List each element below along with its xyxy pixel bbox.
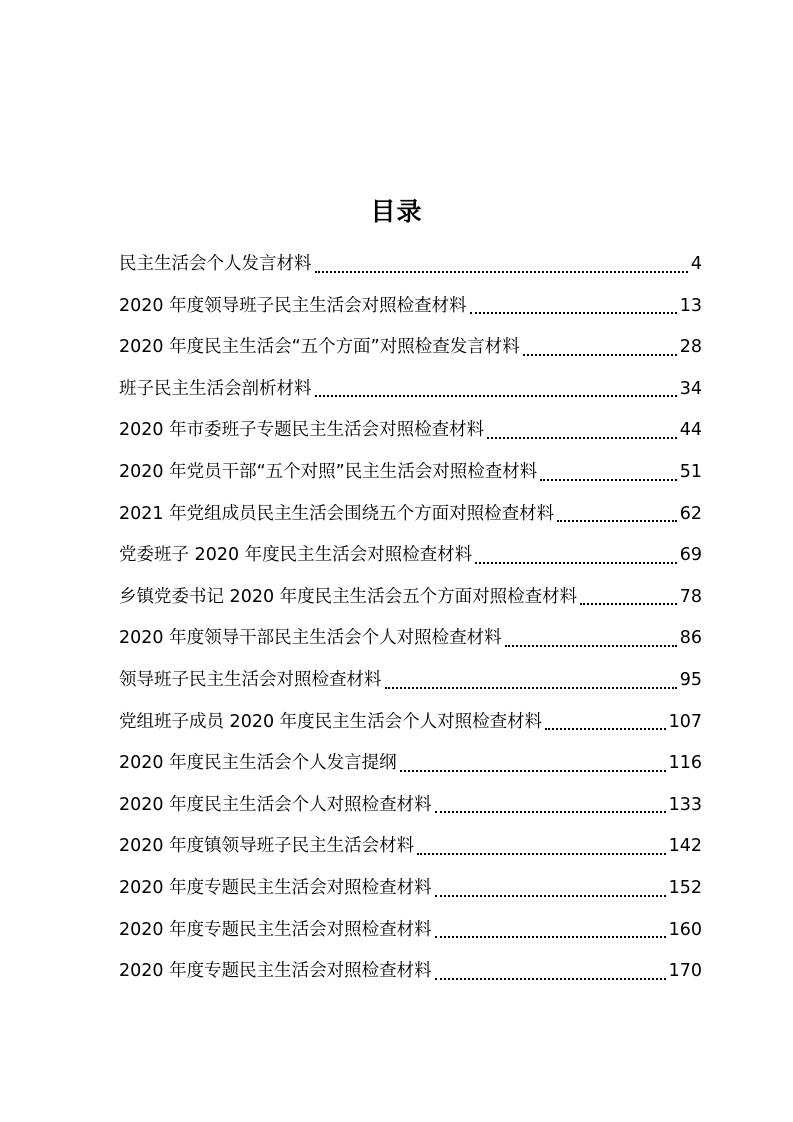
toc-entry[interactable] [119,452,702,494]
toc-leader-dots [475,562,677,564]
toc-leader-dots [417,853,665,855]
toc-entry-title: 2020 年度专题民主生活会对照检查材料 [119,877,432,898]
toc-entry[interactable] [119,494,702,536]
toc-leader-dots [540,479,676,481]
toc-entry-title: 2020 年度镇领导班子民主生活会材料 [119,836,415,857]
toc-entry-title: 班子民主生活会剖析材料 [119,378,312,399]
toc-entry-title: 2020 年度民主生活会个人对照检查材料 [119,794,432,815]
toc-entry-page: 28 [679,337,702,358]
toc-entry-title: 2021 年党组成员民主生活会围绕五个方面对照检查材料 [119,503,555,524]
toc-entry[interactable] [119,410,702,452]
toc-entry-title: 2020 年度领导干部民主生活会个人对照检查材料 [119,628,502,649]
toc-entry-title: 2020 年度专题民主生活会对照检查材料 [119,919,432,940]
toc-leader-dots [435,978,666,980]
toc-entry[interactable] [119,868,702,910]
toc-leader-dots [315,271,688,273]
toc-entry-title: 党组班子成员 2020 年度民主生活会个人对照检查材料 [119,711,543,732]
toc-leader-dots [580,603,677,605]
toc-entry-title: 2020 年市委班子专题民主生活会对照检查材料 [119,420,485,441]
toc-entry-page: 142 [668,836,702,857]
toc-leader-dots [385,687,677,689]
toc-entry[interactable] [119,826,702,868]
toc-entry[interactable] [119,910,702,952]
toc-entry[interactable] [119,743,702,785]
toc-entry[interactable] [119,951,702,993]
toc-leader-dots [315,395,677,397]
toc-entry[interactable] [119,785,702,827]
toc-entry[interactable] [119,244,702,286]
toc-entry-page: 62 [679,503,702,524]
toc-leader-dots [487,437,677,439]
toc-entry-page: 86 [679,628,702,649]
toc-leader-dots [435,895,666,897]
toc-entry[interactable] [119,577,702,619]
toc-entry-page: 116 [668,753,702,774]
toc-entry-title: 乡镇党委书记 2020 年度民主生活会五个方面对照检查材料 [119,586,578,607]
toc-leader-dots [435,811,666,813]
toc-entry-title: 2020 年度民主生活会“五个方面”对照检查发言材料 [119,337,520,358]
toc-leader-dots [557,520,677,522]
toc-entry[interactable] [119,535,702,577]
toc-entry-page: 152 [668,877,702,898]
toc-leader-dots [470,312,677,314]
toc-entry-page: 160 [668,919,702,940]
toc-entry-title: 民主生活会个人发言材料 [119,254,312,274]
toc-entry-title: 领导班子民主生活会对照检查材料 [119,669,382,690]
toc-leader-dots [505,645,677,647]
toc-entry-page: 78 [679,586,702,607]
toc-entry-page: 170 [668,961,702,982]
toc-leader-dots [435,936,666,938]
toc-entry-page: 133 [668,794,702,815]
toc-leader-dots [400,770,666,772]
toc-entry-page: 107 [668,711,702,732]
toc-entry-title: 2020 年度专题民主生活会对照检查材料 [119,961,432,982]
toc-title: 目录 [370,197,423,226]
toc-entry-page: 44 [679,420,702,441]
toc-leader-dots [545,728,665,730]
toc-entry-page: 4 [690,254,702,274]
toc-entry-page: 51 [679,461,702,482]
toc-entry-page: 69 [679,545,702,566]
toc-entry-page: 34 [679,378,702,399]
toc-list [119,244,702,993]
toc-entry[interactable] [119,702,702,744]
toc-entry-title: 2020 年度民主生活会个人发言提纲 [119,753,397,774]
toc-entry-title: 2020 年党员干部“五个对照”民主生活会对照检查材料 [119,461,538,482]
toc-entry-title: 党委班子 2020 年度民主生活会对照检查材料 [119,545,473,566]
toc-entry-page: 95 [679,669,702,690]
toc-entry[interactable] [119,660,702,702]
toc-entry-title: 2020 年度领导班子民主生活会对照检查材料 [119,295,467,316]
toc-entry-page: 13 [679,295,702,316]
toc-entry[interactable] [119,369,702,411]
toc-entry[interactable] [119,286,702,328]
toc-entry[interactable] [119,618,702,660]
toc-entry[interactable] [119,327,702,369]
toc-leader-dots [523,354,677,356]
